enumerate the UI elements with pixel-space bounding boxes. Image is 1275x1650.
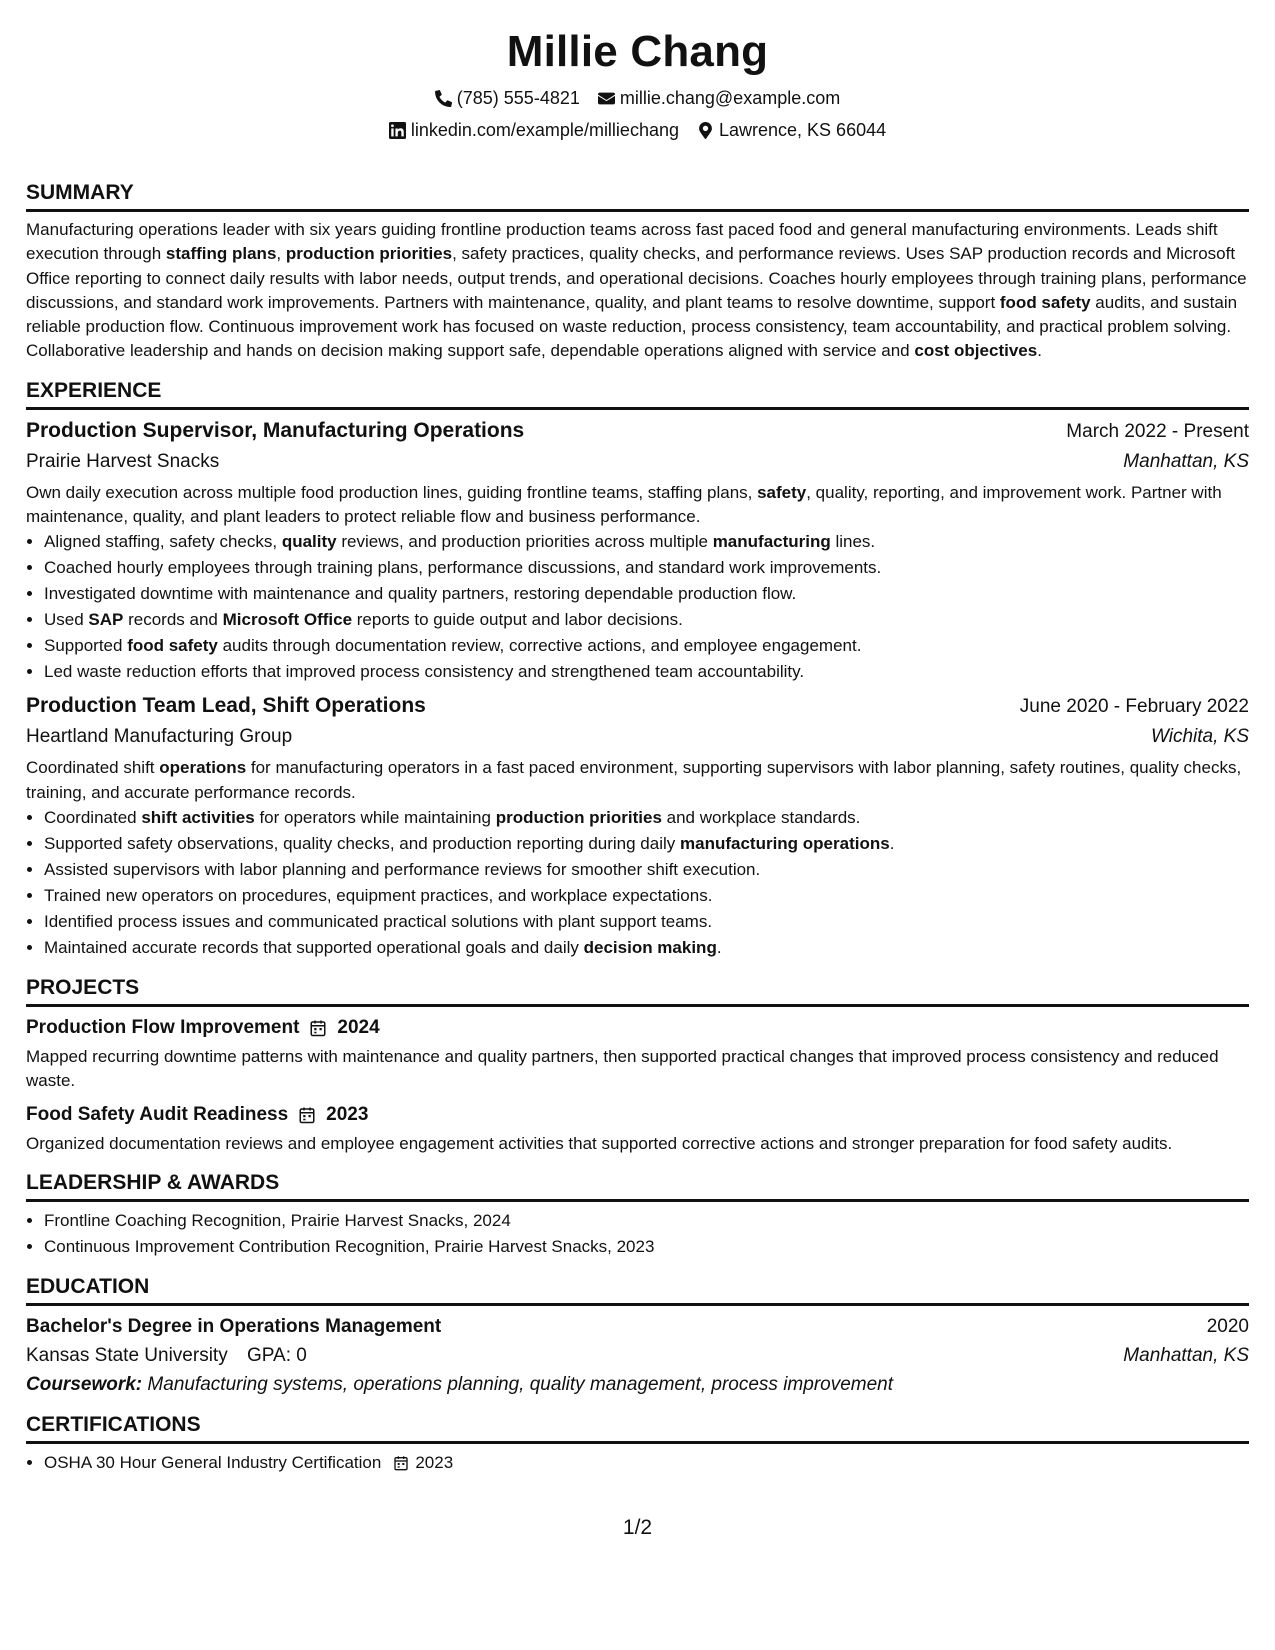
school-location: Manhattan, KS [1123,1344,1249,1366]
phone-contact[interactable] [435,86,580,110]
job-description: Own daily execution across multiple food production lines, guiding frontline teams, staffing plans, safety, quality, reporting, and improvement work. Partner with maintenance, quality, and plant leaders to protect reliable flow and business performance. [26,482,1222,527]
project-entry [26,1015,1249,1094]
list-item: • Led waste reduction efforts that improved process consistency and strengthened team accountability. [44,659,1249,685]
email-contact[interactable] [598,86,840,110]
certification-year: 2023 [415,1452,454,1472]
gpa-text: GPA: 0 [246,1344,307,1366]
list-item: • Assisted supervisors with labor planning and performance reviews for smoother shift execution. [44,857,1249,883]
job-title: Production Team Lead, Shift Operations [26,694,426,718]
project-description: Organized documentation reviews and employee engagement activities that supported corrective actions and stronger preparation for food safety audits. [26,1133,1173,1153]
job-entry [26,418,1249,686]
projects-heading: PROJECTS [26,975,1249,1007]
calendar-icon [309,1019,327,1037]
experience-heading: EXPERIENCE [26,378,1249,410]
summary-section [26,180,1249,364]
job-company: Heartland Manufacturing Group [26,726,293,748]
list-item: • Aligned staffing, safety checks, quality reviews, and production priorities across multiple manufacturing lines. [44,529,1249,555]
project-name: Food Safety Audit Readiness [26,1103,289,1125]
location-contact [697,118,886,142]
list-item: • Identified process issues and communicated practical solutions with plant support teams. [44,909,1249,935]
list-item [44,1450,1249,1476]
summary-text: Manufacturing operations leader with six years guiding frontline production teams across fast paced food and general manufacturing environments. Leads shift execution through staffing plans, production priorities, safety practices, quality checks, and performance reviews. Uses SAP production records and Microsoft Office reporting to connect daily results with labor needs, output trends, and operational decisions. Coaches hourly employees through training plans, performance discussions, and standard work improvements. Partners with maintenance, quality, and plant teams to resolve downtime, support food safety audits, and sustain reliable production flow. Continuous improvement work has focused on waste reduction, process consistency, team accountability, and practical problem solving. Collaborative leadership and hands on decision making support safe, dependable operations aligned with service and cost objectives. [26,220,1247,361]
linkedin-icon [389,122,406,139]
calendar-icon [393,1455,409,1471]
job-company: Prairie Harvest Snacks [26,450,220,472]
contact-row-secondary [26,118,1249,142]
list-item: • Coordinated shift activities for operators while maintaining production priorities and workplace standards. [44,805,1249,831]
email-text: millie.chang@example.com [619,88,841,108]
degree-year: 2020 [1206,1315,1249,1337]
job-dates: March 2022 - Present [1066,420,1249,442]
job-entry [26,693,1249,961]
linkedin-text: linkedin.com/example/milliechang [410,120,679,140]
list-item: • Continuous Improvement Contribution Recognition, Prairie Harvest Snacks, 2023 [44,1234,1249,1260]
list-item: • Trained new operators on procedures, equipment practices, and workplace expectations. [44,883,1249,909]
job-location: Wichita, KS [1150,726,1249,748]
list-item: • Frontline Coaching Recognition, Prairie Harvest Snacks, 2024 [44,1208,1249,1234]
list-item: • Coached hourly employees through training plans, performance discussions, and standard work improvements. [44,555,1249,581]
list-item: • Used SAP records and Microsoft Office reports to guide output and labor decisions. [44,607,1249,633]
awards-list [26,1208,1249,1260]
list-item: • Supported food safety audits through documentation review, corrective actions, and employee engagement. [44,633,1249,659]
location-text: Lawrence, KS 66044 [719,120,887,140]
project-year: 2023 [326,1103,369,1125]
project-name: Production Flow Improvement [26,1016,300,1038]
education-heading: EDUCATION [26,1274,1249,1306]
phone-text: (785) 555-4821 [456,88,580,108]
awards-heading: LEADERSHIP & AWARDS [26,1170,1249,1202]
certifications-list [26,1450,1249,1476]
project-year: 2024 [337,1016,380,1038]
coursework: Coursework: Manufacturing systems, operations planning, quality management, process improvement [26,1373,894,1395]
job-bullets [26,805,1249,961]
education-section [26,1274,1249,1398]
job-location: Manhattan, KS [1123,450,1249,472]
job-title: Production Supervisor, Manufacturing Operations [26,418,525,442]
school-name: Kansas State University [26,1344,228,1366]
linkedin-contact[interactable] [389,118,679,142]
job-dates: June 2020 - February 2022 [1019,696,1249,718]
map-pin-icon [697,122,714,139]
list-item: • Maintained accurate records that supported operational goals and daily decision making. [44,935,1249,961]
candidate-name: Millie Chang [506,27,769,76]
phone-icon [435,90,452,107]
contact-row-primary [26,86,1249,110]
degree-name: Bachelor's Degree in Operations Management [26,1315,442,1337]
calendar-icon [298,1106,316,1124]
summary-heading: SUMMARY [26,180,1249,212]
job-description: Coordinated shift operations for manufacturing operators in a fast paced environment, supporting supervisors with labor planning, safety routines, quality checks, training, and accurate performance records. [26,758,1242,802]
awards-section [26,1170,1249,1260]
project-description: Mapped recurring downtime patterns with maintenance and quality partners, then supported practical changes that improved process consistency and reduced waste. [26,1046,1219,1091]
list-item: • Investigated downtime with maintenance and quality partners, restoring dependable production flow. [44,581,1249,607]
experience-section [26,378,1249,961]
project-entry [26,1102,1249,1156]
job-bullets [26,529,1249,685]
certifications-section [26,1412,1249,1476]
envelope-icon [598,90,615,107]
projects-section [26,975,1249,1156]
page-number: 1/2 [622,1516,653,1539]
list-item: • Supported safety observations, quality checks, and production reporting during daily manufacturing operations. [44,831,1249,857]
certification-name: • OSHA 30 Hour General Industry Certification [44,1452,382,1472]
resume-page [26,0,1249,1476]
certifications-heading: CERTIFICATIONS [26,1412,1249,1444]
